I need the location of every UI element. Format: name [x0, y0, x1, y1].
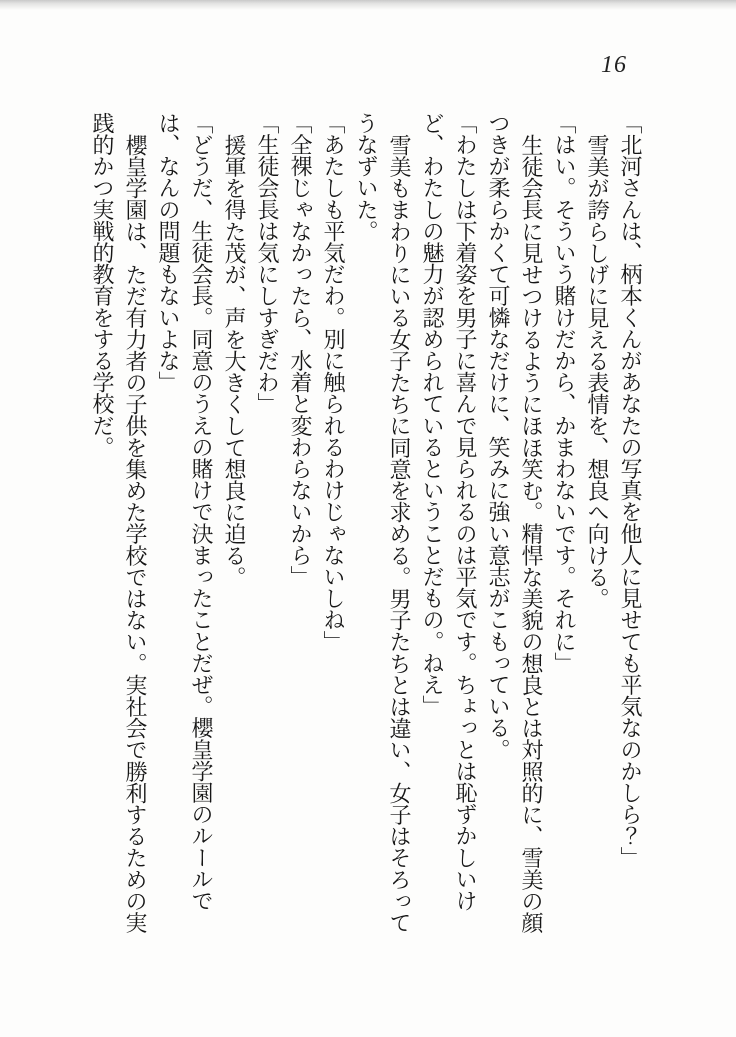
scan-edge-artifact — [0, 0, 736, 10]
paragraph: 「あたしも平気だわ。別に触られるわけじゃないしね」 — [321, 112, 346, 653]
paragraph: 櫻皇学園は、ただ有力者の子供を集めた学校ではない。実社会で勝利するための実践的かつ実戦的教育をする学校だ。 — [90, 112, 148, 934]
paragraph: 「はい。そういう賭けだから、かまわないです。それに」 — [552, 112, 577, 674]
paragraph: 援軍を得た茂が、声を大きくして想良に迫る。 — [222, 134, 247, 588]
paragraph: 「生徒会長は気にしすぎだわ」 — [255, 112, 280, 415]
paragraph: 雪美もまわりにいる女子たちに同意を求める。男子たちとは違い、女子はそろってうなずいた。 — [354, 112, 412, 934]
paragraph: 「どうだ、生徒会長。同意のうえの賭けで決まったことだぜ。櫻皇学園のルールでは、なんの問題もないよな」 — [156, 112, 214, 912]
paragraph: 生徒会長に見せつけるようにほほ笑む。精悍な美貌の想良とは対照的に、雪美の顔つきが柔らかくて可憐なだけに、笑みに強い意志がこもっている。 — [486, 112, 544, 934]
paragraph: 雪美が誇らしげに見える表情を、想良へ向ける。 — [585, 134, 610, 610]
paragraph: 「全裸じゃなかったら、水着と変わらないから」 — [288, 112, 313, 588]
page-number: 16 — [601, 52, 627, 78]
paragraph: 「わたしは下着姿を男子に喜んで見られるのは平気です。ちょっとは恥ずかしいけど、わたしの魅力が認められているということだもの。ねえ」 — [420, 112, 478, 912]
paragraph: 「北河さんは、柄本くんがあなたの写真を他人に見せても平気なのかしら？」 — [618, 112, 643, 869]
vertical-text-block — [86, 112, 647, 948]
